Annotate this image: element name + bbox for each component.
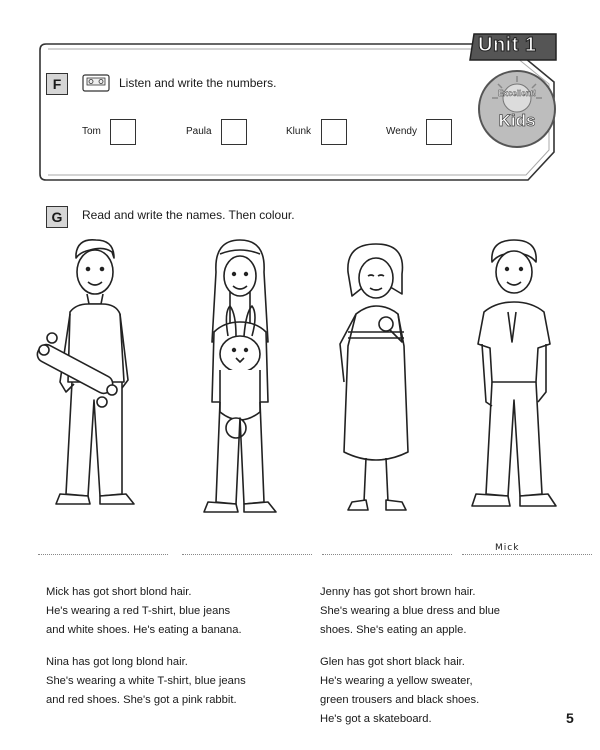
boy-with-skateboard-figure[interactable] (30, 232, 150, 524)
badge-bottom-text: Kids (498, 111, 536, 130)
page-number: 5 (566, 710, 574, 726)
section-g-instruction: Read and write the names. Then colour. (82, 208, 295, 222)
name-label-klunk: Klunk (286, 126, 312, 137)
description-nina: Nina has got long blond hair. She's wearing a white T-shirt, blue jeans and red shoes. She's got a pink rabbit. (46, 656, 246, 706)
name-line-2[interactable] (182, 554, 312, 555)
description-glen: Glen has got short black hair. He's wearing a yellow sweater, green trousers and black shoes. He's got a skateboard. (320, 656, 480, 725)
name-label-tom: Tom (82, 126, 101, 137)
name-line-1[interactable] (38, 554, 168, 555)
unit-label: Unit 1 (478, 34, 537, 56)
section-g-letter: G (46, 206, 68, 228)
answer-box-tom[interactable] (110, 119, 136, 145)
girl-with-rabbit-figure[interactable] (180, 232, 300, 524)
excellent-kids-badge-icon (476, 68, 558, 150)
badge-top-text: Excellent! (498, 89, 536, 98)
handwritten-name: Mick (495, 543, 520, 553)
section-f-letter: F (46, 73, 68, 95)
description-mick: Mick has got short blond hair. He's wearing a red T-shirt, blue jeans and white shoes. He's eating a banana. (46, 586, 242, 636)
answer-box-paula[interactable] (221, 119, 247, 145)
name-line-4[interactable] (462, 554, 592, 555)
answer-box-wendy[interactable] (426, 119, 452, 145)
name-label-paula: Paula (186, 126, 212, 137)
name-label-wendy: Wendy (386, 126, 417, 137)
girl-in-dress-figure[interactable] (318, 232, 438, 524)
cassette-icon (82, 74, 110, 92)
answer-box-klunk[interactable] (321, 119, 347, 145)
section-f-instruction: Listen and write the numbers. (119, 76, 277, 90)
boy-with-banana-figure[interactable] (456, 232, 576, 524)
name-line-3[interactable] (322, 554, 452, 555)
description-jenny: Jenny has got short brown hair. She's wearing a blue dress and blue shoes. She's eating an apple. (320, 586, 501, 636)
